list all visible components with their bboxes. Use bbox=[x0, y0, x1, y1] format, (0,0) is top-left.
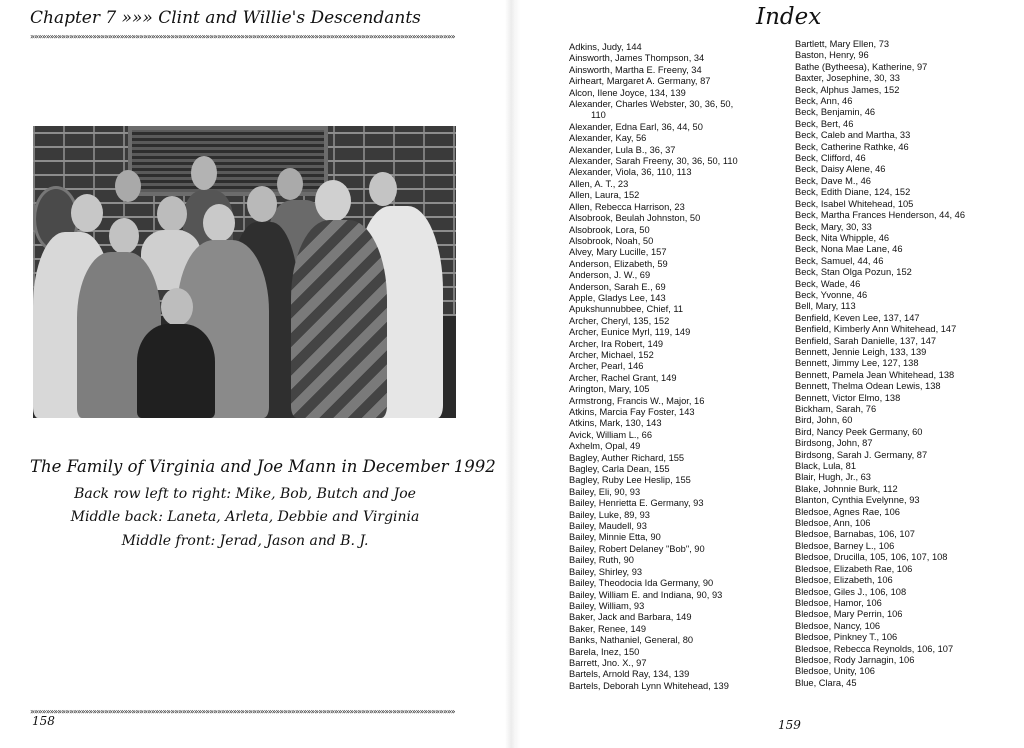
index-entry: Alsobrook, Beulah Johnston, 50 bbox=[569, 213, 701, 224]
index-entry: Banks, Nathaniel, General, 80 bbox=[569, 635, 694, 646]
index-entry: Benfield, Keven Lee, 137, 147 bbox=[795, 312, 920, 323]
index-entry: Alexander, Kay, 56 bbox=[569, 133, 647, 144]
index-entry: Birdsong, Sarah J. Germany, 87 bbox=[795, 449, 928, 460]
index-entry: Alcon, Ilene Joyce, 134, 139 bbox=[569, 87, 686, 98]
person-body bbox=[137, 324, 215, 418]
decorative-rule-top: »»»»»»»»»»»»»»»»»»»»»»»»»»»»»»»»»»»»»»»»»»»»»»»»»»»»»»»»»»»»»»»»»»»»»»»»»»»»»»»»»»»»»»»»»»»»»»»»»»»»»»»»»»»»» bbox=[30, 33, 455, 40]
index-entry: Anderson, J. W., 69 bbox=[569, 270, 651, 281]
index-entry: Bledsoe, Pinkney T., 106 bbox=[795, 632, 898, 643]
index-entry: Axhelm, Opal, 49 bbox=[569, 441, 641, 452]
index-entry: Beck, Daisy Alene, 46 bbox=[795, 164, 886, 175]
index-entry: Blake, Johnnie Burk, 112 bbox=[795, 483, 898, 494]
index-entry: Bell, Mary, 113 bbox=[795, 301, 856, 312]
index-entry: Bartlett, Mary Ellen, 73 bbox=[795, 39, 890, 49]
index-entry: Bailey, William, 93 bbox=[569, 600, 645, 611]
book-gutter bbox=[505, 0, 521, 748]
index-entry: Bailey, Robert Delaney "Bob", 90 bbox=[569, 543, 705, 554]
index-entry: Anderson, Elizabeth, 59 bbox=[569, 258, 668, 269]
index-entry: Beck, Bert, 46 bbox=[795, 118, 854, 129]
index-entry: Beck, Yvonne, 46 bbox=[795, 289, 868, 300]
index-entry: Baker, Renee, 149 bbox=[569, 623, 647, 634]
person-body bbox=[291, 220, 387, 418]
photo-caption-middle-front: Middle front: Jerad, Jason and B. J. bbox=[121, 533, 369, 549]
index-column-1 bbox=[569, 42, 738, 692]
index-entry: Airheart, Margaret A. Germany, 87 bbox=[569, 76, 711, 87]
index-entry: Beck, Dave M., 46 bbox=[795, 175, 871, 186]
index-entry: Allen, A. T., 23 bbox=[569, 178, 629, 189]
photo-caption-middle-back: Middle back: Laneta, Arleta, Debbie and Virginia bbox=[70, 509, 420, 525]
person-head bbox=[115, 170, 141, 202]
index-entry: Bailey, Shirley, 93 bbox=[569, 566, 643, 577]
index-entry: Alexander, Viola, 36, 110, 113 bbox=[569, 167, 692, 178]
index-entry: Barela, Inez, 150 bbox=[569, 646, 640, 657]
index-entry: Baston, Henry, 96 bbox=[795, 50, 869, 61]
page-number-right: 159 bbox=[778, 718, 801, 732]
person-head bbox=[71, 194, 103, 232]
index-entry: Beck, Nona Mae Lane, 46 bbox=[795, 244, 903, 255]
index-entry: Archer, Cheryl, 135, 152 bbox=[569, 315, 670, 326]
index-entry: Bailey, Luke, 89, 93 bbox=[569, 509, 650, 520]
person-head bbox=[157, 196, 187, 232]
index-entry: Bledsoe, Giles J., 106, 108 bbox=[795, 586, 907, 597]
index-entry: Bledsoe, Nancy, 106 bbox=[795, 620, 881, 631]
index-entry: Bagley, Carla Dean, 155 bbox=[569, 464, 670, 475]
index-entry: Beck, Catherine Rathke, 46 bbox=[795, 141, 909, 152]
index-entry: Bennett, Jimmy Lee, 127, 138 bbox=[795, 358, 919, 369]
index-entry: Benfield, Sarah Danielle, 137, 147 bbox=[795, 335, 937, 346]
index-entry: Blue, Clara, 45 bbox=[795, 677, 857, 688]
index-entry: Beck, Edith Diane, 124, 152 bbox=[795, 187, 911, 198]
decorative-rule-bottom: »»»»»»»»»»»»»»»»»»»»»»»»»»»»»»»»»»»»»»»»»»»»»»»»»»»»»»»»»»»»»»»»»»»»»»»»»»»»»»»»»»»»»»»»»»»»»»»»»»»»»»»»»»»»» bbox=[30, 708, 455, 715]
index-entry: Bledsoe, Barney L., 106 bbox=[795, 540, 895, 551]
index-entry: Beck, Caleb and Martha, 33 bbox=[795, 130, 911, 141]
index-entry: Beck, Nita Whipple, 46 bbox=[795, 232, 890, 243]
index-entry: Bledsoe, Agnes Rae, 106 bbox=[795, 506, 900, 517]
index-entry: Archer, Pearl, 146 bbox=[569, 361, 644, 372]
chapter-header: Chapter 7 »»» Clint and Willie's Descendants bbox=[30, 8, 421, 28]
index-entry: Allen, Rebecca Harrison, 23 bbox=[569, 201, 685, 212]
index-entry: Beck, Clifford, 46 bbox=[795, 153, 866, 164]
photo-caption-back-row: Back row left to right: Mike, Bob, Butch and Joe bbox=[74, 486, 416, 502]
index-entry: 110 bbox=[591, 110, 606, 121]
index-entry: Bailey, Theodocia Ida Germany, 90 bbox=[569, 578, 714, 589]
index-entry: Apukshunnubbee, Chief, 11 bbox=[569, 304, 684, 315]
index-entry: Bledsoe, Elizabeth Rae, 106 bbox=[795, 563, 913, 574]
index-entry: Allen, Laura, 152 bbox=[569, 190, 640, 201]
index-entry: Beck, Ann, 46 bbox=[795, 96, 853, 107]
index-entry: Alexander, Edna Earl, 36, 44, 50 bbox=[569, 121, 703, 132]
index-entry: Bird, John, 60 bbox=[795, 415, 853, 426]
person-head bbox=[191, 156, 217, 190]
index-entry: Bledsoe, Hamor, 106 bbox=[795, 597, 882, 608]
index-entry: Bailey, Henrietta E. Germany, 93 bbox=[569, 498, 704, 509]
index-entry: Bailey, Maudell, 93 bbox=[569, 521, 647, 532]
index-entry: Avick, William L., 66 bbox=[569, 429, 653, 440]
index-entry: Alsobrook, Noah, 50 bbox=[569, 235, 654, 246]
photo-caption-title: The Family of Virginia and Joe Mann in December 1992 bbox=[30, 457, 496, 476]
index-entry: Alvey, Mary Lucille, 157 bbox=[569, 247, 667, 258]
index-entry: Bledsoe, Mary Perrin, 106 bbox=[795, 609, 903, 620]
index-entry: Bledsoe, Ann, 106 bbox=[795, 518, 871, 529]
index-entry: Beck, Mary, 30, 33 bbox=[795, 221, 872, 232]
index-entry: Bledsoe, Drucilla, 105, 106, 107, 108 bbox=[795, 552, 948, 563]
index-entry: Beck, Alphus James, 152 bbox=[795, 84, 900, 95]
index-column-2 bbox=[795, 39, 965, 689]
index-entry: Bledsoe, Elizabeth, 106 bbox=[795, 575, 893, 586]
index-entry: Bartels, Deborah Lynn Whitehead, 139 bbox=[569, 680, 729, 691]
index-entry: Bledsoe, Rody Jarnagin, 106 bbox=[795, 654, 915, 665]
page-number-left: 158 bbox=[32, 714, 55, 728]
index-entry: Birdsong, John, 87 bbox=[795, 438, 873, 449]
index-entry: Beck, Stan Olga Pozun, 152 bbox=[795, 267, 912, 278]
index-entry: Apple, Gladys Lee, 143 bbox=[569, 292, 666, 303]
index-entry: Bagley, Auther Richard, 155 bbox=[569, 452, 685, 463]
index-entry: Bennett, Thelma Odean Lewis, 138 bbox=[795, 381, 941, 392]
index-entry: Beck, Samuel, 44, 46 bbox=[795, 255, 884, 266]
index-entry: Bathe (Bytheesa), Katherine, 97 bbox=[795, 61, 928, 72]
index-entry: Archer, Ira Robert, 149 bbox=[569, 338, 664, 349]
index-entry: Beck, Wade, 46 bbox=[795, 278, 861, 289]
person-head bbox=[161, 288, 193, 326]
person-head bbox=[369, 172, 397, 206]
index-entry: Archer, Rachel Grant, 149 bbox=[569, 372, 677, 383]
index-entry: Bailey, William E. and Indiana, 90, 93 bbox=[569, 589, 723, 600]
index-entry: Baker, Jack and Barbara, 149 bbox=[569, 612, 692, 623]
index-entry: Alexander, Lula B., 36, 37 bbox=[569, 144, 676, 155]
index-entry: Alexander, Charles Webster, 30, 36, 50, bbox=[569, 99, 734, 110]
person-head bbox=[203, 204, 235, 242]
index-entry: Archer, Michael, 152 bbox=[569, 349, 654, 360]
index-entry: Bennett, Victor Elmo, 138 bbox=[795, 392, 901, 403]
index-entry: Bledsoe, Rebecca Reynolds, 106, 107 bbox=[795, 643, 954, 654]
index-entry: Ainsworth, James Thompson, 34 bbox=[569, 53, 705, 64]
index-entry: Bailey, Minnie Etta, 90 bbox=[569, 532, 661, 543]
index-entry: Black, Lula, 81 bbox=[795, 461, 856, 472]
index-entry: Beck, Benjamin, 46 bbox=[795, 107, 876, 118]
index-entry: Bennett, Pamela Jean Whitehead, 138 bbox=[795, 369, 955, 380]
person-head bbox=[277, 168, 303, 200]
index-entry: Baxter, Josephine, 30, 33 bbox=[795, 73, 900, 84]
person-head bbox=[247, 186, 277, 222]
index-entry: Beck, Martha Frances Henderson, 44, 46 bbox=[795, 210, 966, 221]
index-entry: Atkins, Marcia Fay Foster, 143 bbox=[569, 407, 695, 417]
index-entry: Bledsoe, Unity, 106 bbox=[795, 666, 875, 677]
index-entry: Bledsoe, Barnabas, 106, 107 bbox=[795, 529, 915, 540]
index-entry: Bagley, Ruby Lee Heslip, 155 bbox=[569, 475, 691, 486]
index-entry: Bickham, Sarah, 76 bbox=[795, 404, 877, 414]
index-entry: Anderson, Sarah E., 69 bbox=[569, 281, 666, 292]
index-entry: Adkins, Judy, 144 bbox=[569, 42, 642, 52]
index-entry: Alsobrook, Lora, 50 bbox=[569, 224, 650, 235]
index-entry: Blair, Hugh, Jr., 63 bbox=[795, 472, 871, 483]
index-entry: Atkins, Mark, 130, 143 bbox=[569, 418, 662, 429]
index-entry: Bailey, Eli, 90, 93 bbox=[569, 486, 641, 497]
index-entry: Ainsworth, Martha E. Freeny, 34 bbox=[569, 64, 702, 75]
index-entry: Archer, Eunice Myrl, 119, 149 bbox=[569, 327, 691, 338]
person-head bbox=[109, 218, 139, 254]
index-entry: Bailey, Ruth, 90 bbox=[569, 555, 634, 566]
index-entry: Arington, Mary, 105 bbox=[569, 384, 650, 395]
index-entry: Benfield, Kimberly Ann Whitehead, 147 bbox=[795, 324, 957, 335]
index-entry: Bennett, Jennie Leigh, 133, 139 bbox=[795, 346, 927, 357]
index-entry: Bartels, Arnold Ray, 134, 139 bbox=[569, 669, 690, 680]
index-entry: Barrett, Jno. X., 97 bbox=[569, 657, 647, 668]
family-photo bbox=[33, 126, 456, 418]
index-entry: Blanton, Cynthia Evelynne, 93 bbox=[795, 495, 920, 506]
index-entry: Armstrong, Francis W., Major, 16 bbox=[569, 395, 705, 406]
index-title: Index bbox=[756, 4, 822, 30]
person-head bbox=[315, 180, 351, 222]
index-entry: Beck, Isabel Whitehead, 105 bbox=[795, 198, 914, 209]
index-entry: Alexander, Sarah Freeny, 30, 36, 50, 110 bbox=[569, 156, 738, 167]
index-entry: Bird, Nancy Peek Germany, 60 bbox=[795, 426, 923, 437]
